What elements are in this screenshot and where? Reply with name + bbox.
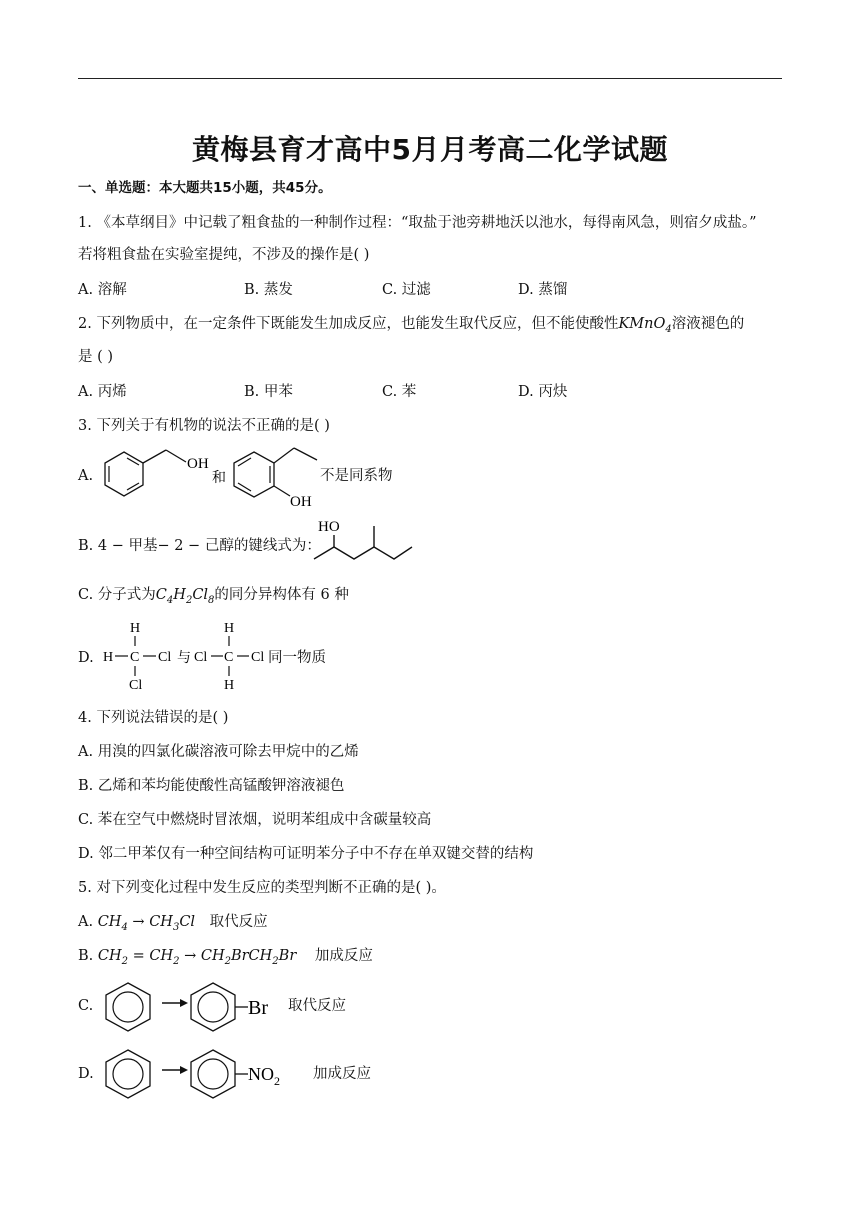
q2-formula: KMnO xyxy=(618,316,666,332)
q5-b-type: 加成反应 xyxy=(314,948,373,964)
q1-option-a[interactable]: A. 溶解 xyxy=(78,282,127,298)
svg-text:Cl: Cl xyxy=(129,678,143,693)
q2-option-c[interactable]: C. 苯 xyxy=(382,384,417,400)
svg-text:Cl: Cl xyxy=(194,650,208,665)
q4-stem: 4. 下列说法错误的是( ) xyxy=(78,710,229,726)
q2-option-b[interactable]: B. 甲苯 xyxy=(244,384,293,400)
q3-a-oh-1: OH xyxy=(187,456,209,472)
svg-text:H: H xyxy=(103,650,114,665)
q1-stem-line1: 1. 《本草纲目》中记载了粗食盐的一种制作过程：“取盐于池旁耕地沃以池水，每得南风急，则宿夕成盐。” xyxy=(78,215,757,231)
q2-stem-tail: 溶液褪色的 xyxy=(671,316,745,332)
svg-text:H: H xyxy=(224,678,235,693)
q2-formula-sub: 4 xyxy=(665,323,672,335)
q3-a-oh-2: OH xyxy=(290,494,312,510)
q1-option-b[interactable]: B. 蒸发 xyxy=(244,282,293,298)
q2-stem-text: 2. 下列物质中，在一定条件下既能发生加成反应，也能发生取代反应，但不能使酸性 xyxy=(78,316,619,332)
q3-option-a-label[interactable]: A. xyxy=(78,468,94,484)
q5-stem: 5. 对下列变化过程中发生反应的类型判断不正确的是( )。 xyxy=(78,880,446,896)
q3-option-d-text: 同一物质 xyxy=(268,650,326,666)
q3-option-a-text: 不是同系物 xyxy=(320,468,393,484)
q5-option-d-label[interactable]: D. xyxy=(78,1066,94,1082)
q3-option-b-skeletal xyxy=(308,514,420,566)
q4-option-c[interactable]: C. 苯在空气中燃烧时冒浓烟，说明苯组成中含碳量较高 xyxy=(78,812,432,828)
q5-option-d-reaction xyxy=(100,1047,310,1101)
svg-text:Cl: Cl xyxy=(158,650,172,665)
q4-option-a[interactable]: A. 用溴的四氯化碳溶液可除去甲烷中的乙烯 xyxy=(78,744,359,760)
q3-option-c[interactable]: C. 分子式为$C_4H_2Cl_8$的同分异构体有 6 种 xyxy=(78,587,349,606)
q4-option-b[interactable]: B. 乙烯和苯均能使酸性高锰酸钾溶液褪色 xyxy=(78,778,345,794)
q5-c-type: 取代反应 xyxy=(288,998,346,1014)
q5-d-no2: $NO_2$ xyxy=(248,1064,280,1088)
svg-text:C: C xyxy=(224,650,234,665)
header-rule xyxy=(78,78,782,79)
q5-option-c-reaction xyxy=(100,980,290,1032)
q5-c-br: Br xyxy=(248,997,268,1019)
q3-b-ho: HO xyxy=(318,519,340,535)
q2-option-a[interactable]: A. 丙烯 xyxy=(78,384,127,400)
q3-c-text: C. 分子式为 xyxy=(78,587,156,603)
q5-a-type: 取代反应 xyxy=(209,914,268,930)
q2-option-d[interactable]: D. 丙炔 xyxy=(518,384,568,400)
q3-stem: 3. 下列关于有机物的说法不正确的是( ) xyxy=(78,418,330,434)
q2-stem-line2: 是 ( ) xyxy=(78,349,114,365)
q5-option-c-label[interactable]: C. xyxy=(78,998,94,1014)
svg-text:H: H xyxy=(224,621,235,636)
q3-option-a-structures xyxy=(94,440,334,515)
q3-c-tail: 的同分异构体有 6 种 xyxy=(214,587,349,603)
svg-text:C: C xyxy=(130,650,140,665)
q3-a-and: 和 xyxy=(212,471,226,486)
q4-option-d[interactable]: D. 邻二甲苯仅有一种空间结构可证明苯分子中不存在单双键交替的结构 xyxy=(78,846,534,862)
q2-stem-line1 xyxy=(78,314,744,340)
q1-option-c[interactable]: C. 过滤 xyxy=(382,282,431,298)
q1-option-d[interactable]: D. 蒸馏 xyxy=(518,282,568,298)
q5-d-type: 加成反应 xyxy=(313,1066,371,1082)
q3-option-b-label[interactable]: B. 4 − 甲基− 2 − 己醇的键线式为： xyxy=(78,538,321,554)
svg-text:H: H xyxy=(130,621,141,636)
benzene-ring-2 xyxy=(234,452,274,497)
q5-option-a[interactable]: A. $CH_4 \to CH_3Cl$ 取代反应 xyxy=(78,914,268,933)
section-heading: 一、单选题：本大题共15小题，共45分。 xyxy=(78,180,332,196)
page-title: 黄梅县育才高中5月月考高二化学试题 xyxy=(192,133,668,166)
svg-text:Cl: Cl xyxy=(251,650,265,665)
q3-option-d-label[interactable]: D. xyxy=(78,650,94,666)
q1-stem-line2: 若将粗食盐在实验室提纯，不涉及的操作是( ) xyxy=(78,247,370,263)
q3-d-and: 与 xyxy=(177,651,191,666)
q5-option-b[interactable]: B. $CH_2 = CH_2$ → $CH_2BrCH_2Br$ 加成反应 xyxy=(78,948,373,967)
benzene-ring-1 xyxy=(105,452,143,496)
